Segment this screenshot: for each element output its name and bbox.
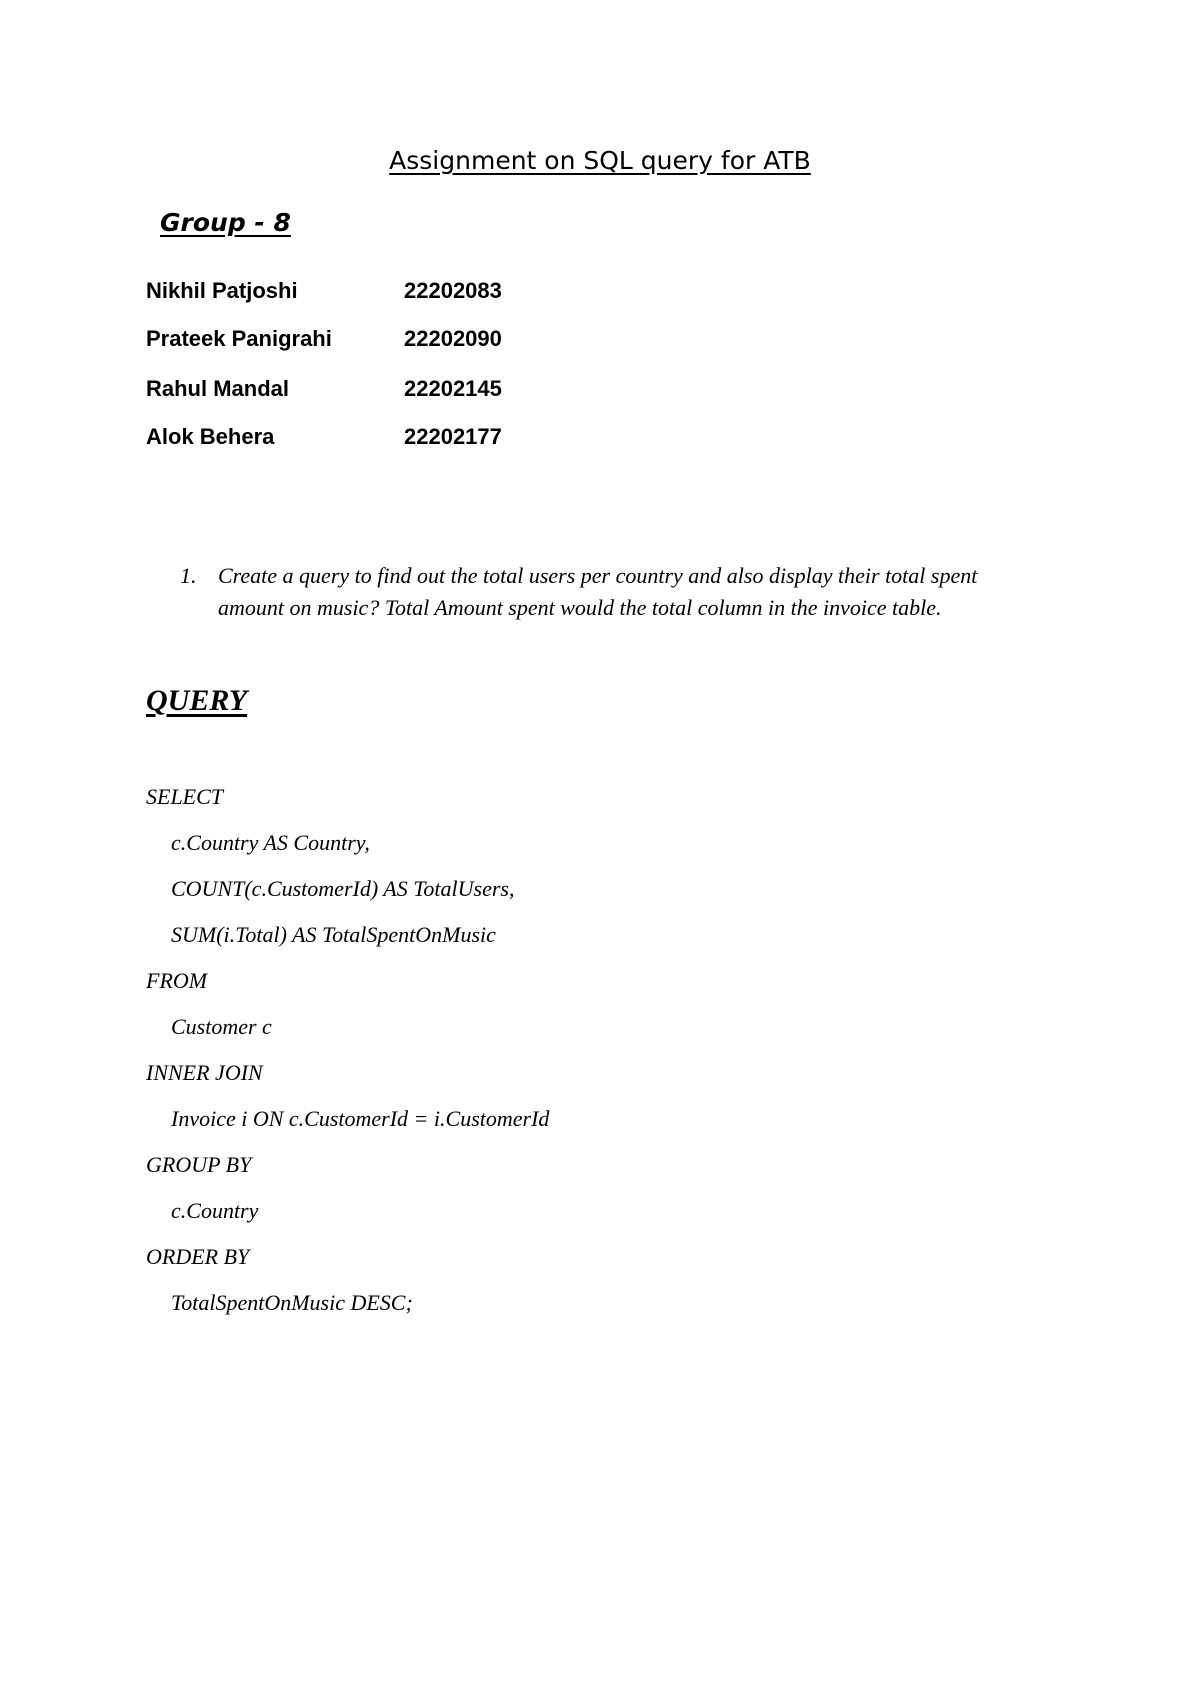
group-label: Group - 8	[160, 208, 291, 237]
sql-keyword-line: ORDER BY	[146, 1244, 250, 1269]
member-row	[146, 326, 746, 356]
sql-keyword-line: SELECT	[146, 784, 224, 809]
member-name: Nikhil Patjoshi	[146, 278, 298, 303]
question-line: amount on music? Total Amount spent would the total column in the invoice table.	[218, 595, 942, 620]
sql-clause-line: Customer c	[171, 1014, 272, 1039]
sql-clause-line: COUNT(c.CustomerId) AS TotalUsers,	[171, 876, 515, 901]
query-heading: QUERY	[146, 684, 248, 717]
sql-clause-line: SUM(i.Total) AS TotalSpentOnMusic	[171, 922, 496, 947]
member-row	[146, 278, 746, 308]
member-id: 22202145	[404, 376, 502, 401]
question-text	[218, 560, 1080, 624]
document-title: Assignment on SQL query for ATB	[389, 146, 811, 175]
sql-keyword-line: GROUP BY	[146, 1152, 252, 1177]
member-row	[146, 376, 746, 406]
member-name: Rahul Mandal	[146, 376, 290, 401]
member-id: 22202083	[404, 278, 502, 303]
question-number: 1.	[180, 563, 197, 588]
member-id: 22202090	[404, 326, 502, 351]
member-name: Alok Behera	[146, 424, 275, 449]
sql-clause-line: Invoice i ON c.CustomerId = i.CustomerId	[171, 1106, 550, 1131]
question-line: Create a query to find out the total users per country and also display their total spent	[218, 563, 978, 588]
sql-clause-line: TotalSpentOnMusic DESC;	[171, 1290, 413, 1315]
member-name: Prateek Panigrahi	[146, 326, 332, 351]
sql-clause-line: c.Country AS Country,	[171, 830, 370, 855]
sql-keyword-line: FROM	[146, 968, 208, 993]
member-row	[146, 424, 746, 454]
sql-clause-line: c.Country	[171, 1198, 259, 1223]
sql-keyword-line: INNER JOIN	[146, 1060, 263, 1085]
member-id: 22202177	[404, 424, 502, 449]
